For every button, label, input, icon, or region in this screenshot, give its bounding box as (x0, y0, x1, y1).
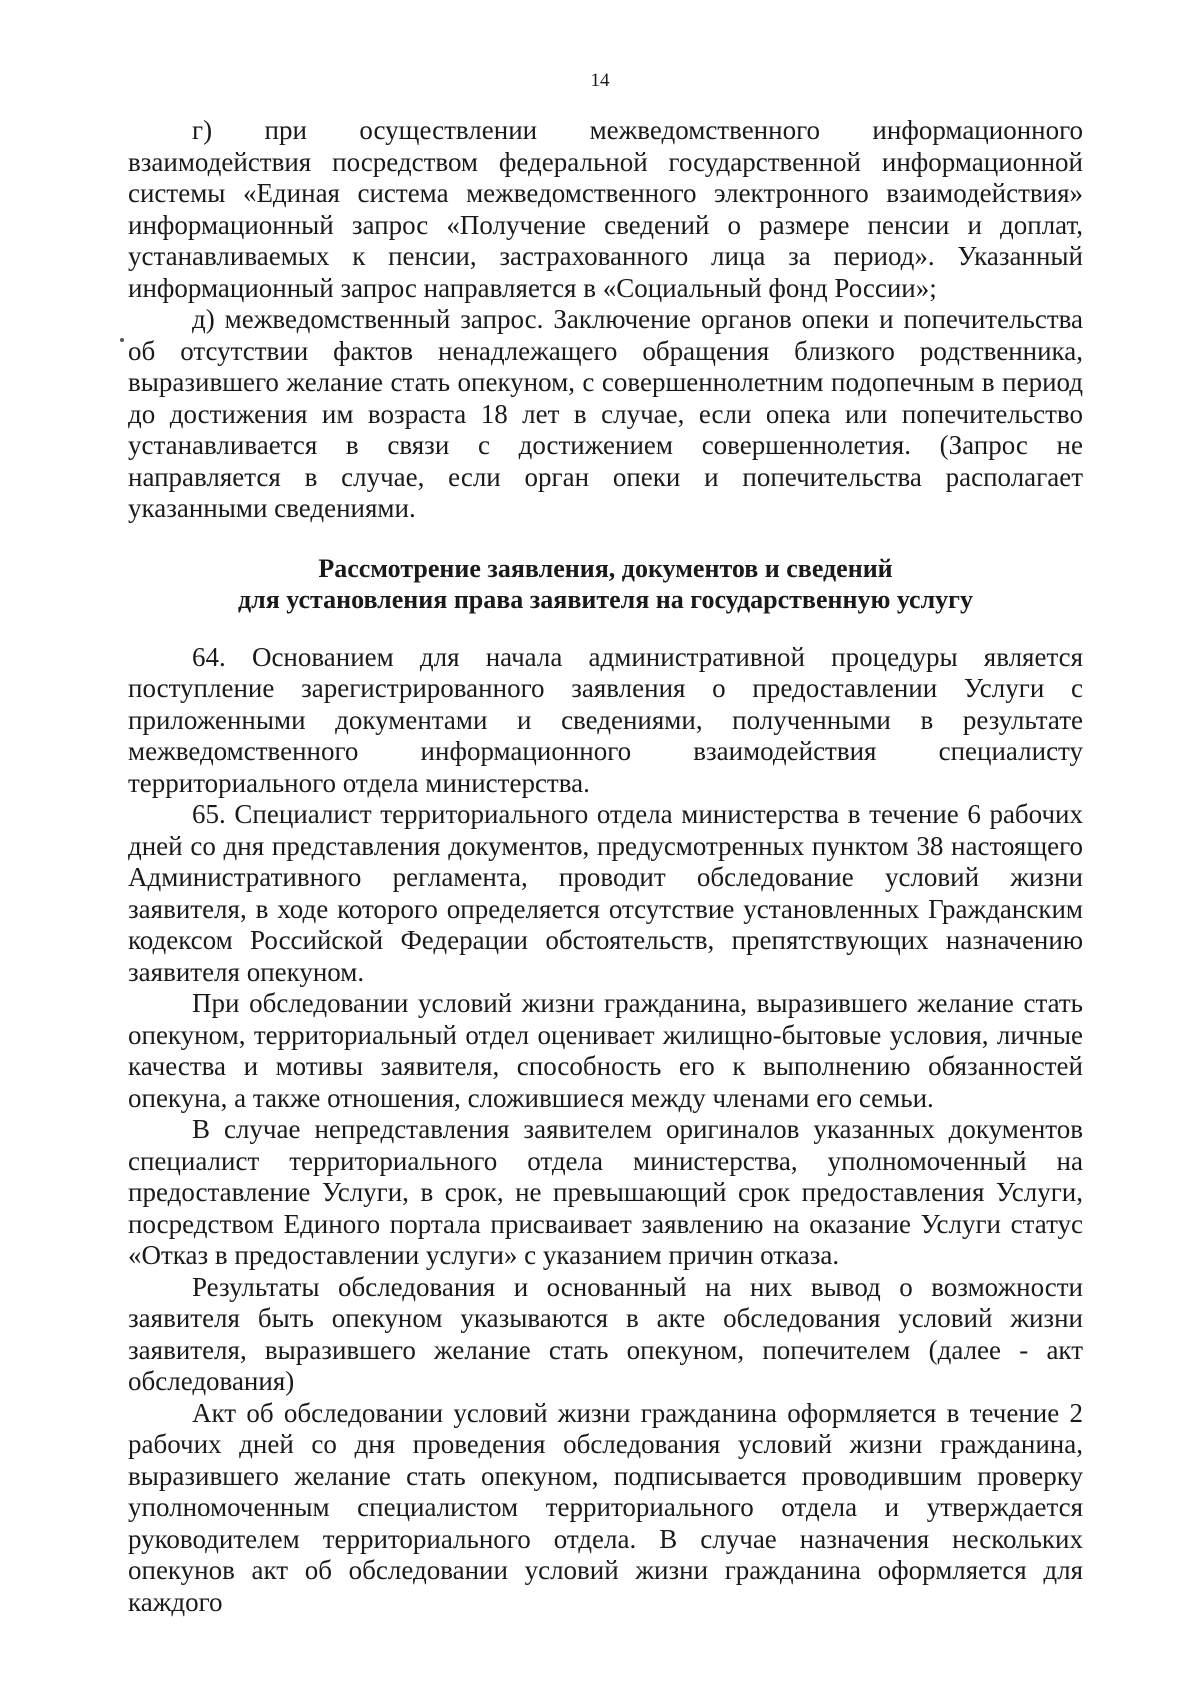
paragraph-item-g: г) при осуществлении межведомственного информационного взаимодействия посредством федеральной государственной информационной системы «Единая система межведомственного электронного взаимодействия» информационный запрос «Получение сведений о размере пенсии и доплат, устанавливаемых к пенсии, застрахованного лица за период». Указанный информационный запрос направляется в «Социальный фонд России»; (128, 115, 1083, 303)
paragraph-65: 65. Специалист территориального отдела министерства в течение 6 рабочих дней со дня представления документов, предусмотренных пунктом 38 настоящего Административного регламента, проводит обследование условий жизни заявителя, в ходе которого определяется отсутствие установленных Гражданским кодексом Российской Федерации обстоятельств, препятствующих назначению заявителя опекуном. (128, 799, 1083, 987)
paragraph-item-d: д) межведомственный запрос. Заключение органов опеки и попечительства об отсутствии фактов ненадлежащего обращения близкого родственника, выразившего желание стать опекуном, с совершеннолетним подопечным в период до достижения им возраста 18 лет в случае, если опека или попечительство устанавливается в связи с достижением совершеннолетия. (Запрос не направляется в случае, если орган опеки и попечительства располагает указанными сведениями. (128, 304, 1083, 523)
paragraph-refusal: В случае непредставления заявителем оригиналов указанных документов специалист территориального отдела министерства, уполномоченный на предоставление Услуги, в срок, не превышающий срок предоставления Услуги, посредством Единого портала присваивает заявлению на оказание Услуги статус «Отказ в предоставлении услуги» с указанием причин отказа. (128, 1114, 1083, 1270)
paragraph-act: Акт об обследовании условий жизни гражданина оформляется в течение 2 рабочих дней со дня проведения обследования условий жизни гражданина, выразившего желание стать опекуном, подписывается проводившим проверку уполномоченным специалистом территориального отдела и утверждается руководителем территориального отдела. В случае назначения нескольких опекунов акт об обследовании условий жизни гражданина оформляется для каждого (128, 1397, 1083, 1617)
paragraph-survey: При обследовании условий жизни гражданина, выразившего желание стать опекуном, территориальный отдел оценивает жилищно-бытовые условия, личные качества и мотивы заявителя, способность его к выполнению обязанностей опекуна, а также отношения, сложившиеся между членами его семьи. (128, 988, 1083, 1113)
paragraph-64: 64. Основанием для начала административной процедуры является поступление зарегистрированного заявления о предоставлении Услуги с приложенными документами и сведениями, полученными в результате межведомственного информационного взаимодействия специалисту территориального отдела министерства. (128, 641, 1083, 798)
section-heading-line-1: Рассмотрение заявления, документов и сведений (318, 553, 893, 583)
page-number: 14 (590, 70, 610, 91)
scan-punch-mark (120, 338, 124, 342)
paragraph-results: Результаты обследования и основанный на них вывод о возможности заявителя быть опекуном указываются в акте обследования условий жизни заявителя, выразившего желание стать опекуном, попечителем (далее - акт обследования) (128, 1271, 1083, 1396)
section-heading-line-2: для установления права заявителя на государственную услугу (238, 585, 973, 614)
document-body (128, 115, 1083, 1618)
section-heading (128, 553, 1083, 616)
